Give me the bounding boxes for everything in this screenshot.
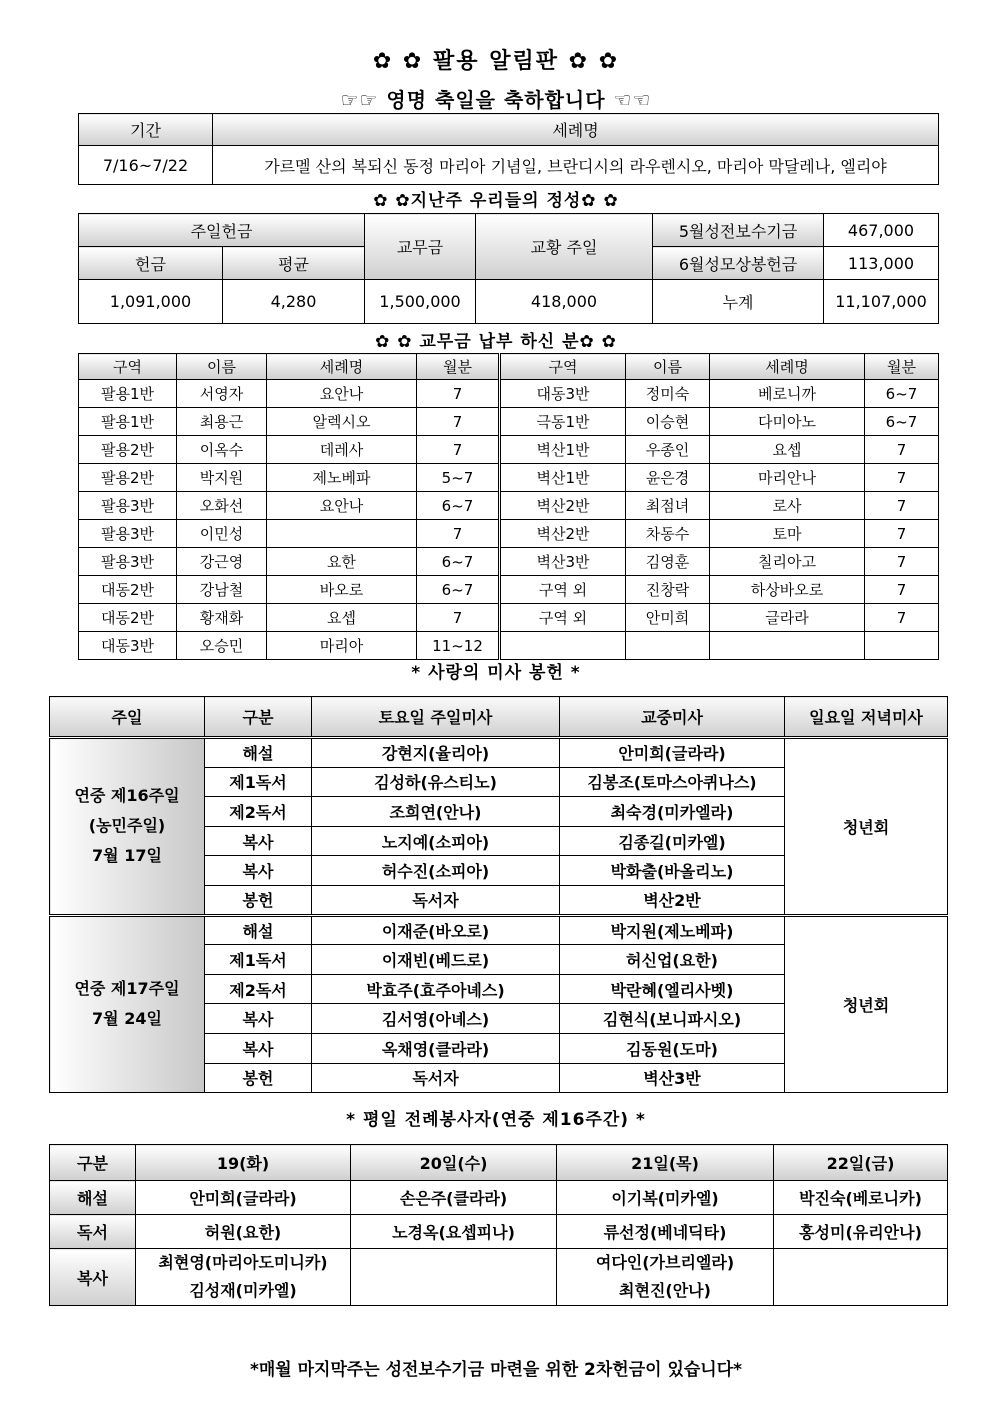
dues-cell: 최용근 [177, 408, 267, 436]
mass-evening-cell: 청년회 [785, 738, 948, 916]
dues-header-cell: 세례명 [710, 354, 865, 380]
dues-cell: 벽산2반 [500, 492, 626, 520]
dues-cell: 팔용1반 [79, 380, 177, 408]
dues-cell: 7 [865, 464, 939, 492]
dues-cell: 황재화 [177, 604, 267, 632]
feast-table [78, 113, 939, 185]
weekday-commentary-fri: 박진숙(베로니카) [774, 1181, 948, 1215]
dues-row [79, 576, 939, 604]
mass-table [49, 696, 948, 1093]
fund-jun-label: 6월성모상봉헌금 [653, 247, 824, 280]
fund-jun-value: 113,000 [824, 247, 939, 280]
dues-header-cell: 월분 [417, 354, 500, 380]
dues-row [79, 604, 939, 632]
dues-cell: 이승현 [626, 408, 710, 436]
mass-name-cell: 노지예(소피아) [312, 826, 560, 856]
mass-sunday-line: 7월 24일 [92, 1009, 162, 1029]
weekday-header-tue: 19(화) [136, 1145, 351, 1181]
mass-name-cell: 독서자 [312, 885, 560, 915]
dues-cell: 극동1반 [500, 408, 626, 436]
dues-cell: 팔용3반 [79, 520, 177, 548]
weekday-heading: * 평일 전례봉사자(연중 제16주간) * [346, 1110, 646, 1130]
mass-name-cell: 김봉조(토마스아퀴나스) [560, 767, 785, 797]
average-header: 평균 [223, 247, 365, 280]
dues-cell: 5~7 [417, 464, 500, 492]
dues-cell: 다미아노 [710, 408, 865, 436]
weekday-commentary-thu: 이기복(미카엘) [557, 1181, 774, 1215]
mass-name-cell: 김성하(유스티노) [312, 767, 560, 797]
mass-name-cell: 이재준(바오로) [312, 915, 560, 945]
feast-subtitle: ☞☞ 영명 축일을 축하합니다 ☜☜ [340, 88, 652, 112]
dues-row [79, 632, 939, 660]
dues-cell: 진창락 [626, 576, 710, 604]
dues-cell: 우종인 [626, 436, 710, 464]
dues-cell: 윤은경 [626, 464, 710, 492]
mass-name-cell: 독서자 [312, 1063, 560, 1093]
weekday-commentary-tue: 안미희(글라라) [136, 1181, 351, 1215]
mass-row [50, 915, 948, 945]
weekday-server-tue [136, 1249, 351, 1306]
dues-cell: 7 [865, 548, 939, 576]
dues-cell: 이옥수 [177, 436, 267, 464]
mass-name-cell: 김서영(아녜스) [312, 1004, 560, 1034]
dues-row [79, 436, 939, 464]
weekday-header-category: 구분 [50, 1145, 136, 1181]
total-label: 누계 [653, 280, 824, 324]
dues-cell [626, 632, 710, 660]
fund-may-label: 5월성전보수기금 [653, 214, 824, 247]
dues-cell: 대동2반 [79, 604, 177, 632]
dues-cell: 벽산1반 [500, 436, 626, 464]
footer-notice: *매월 마지막주는 성전보수기금 마련을 위한 2차헌금이 있습니다* [249, 1360, 743, 1380]
feast-saint-header: 세례명 [213, 114, 939, 146]
weekday-header-wed: 20일(수) [351, 1145, 557, 1181]
dues-row [79, 380, 939, 408]
mass-role-cell: 봉헌 [205, 1063, 312, 1093]
dues-cell: 서영자 [177, 380, 267, 408]
dues-cell: 구역 외 [500, 576, 626, 604]
mass-name-cell: 김종길(미카엘) [560, 826, 785, 856]
weekday-server-label: 복사 [50, 1249, 136, 1306]
mass-role-cell: 제2독서 [205, 974, 312, 1004]
mass-role-cell: 제1독서 [205, 767, 312, 797]
dues-cell: 7 [865, 492, 939, 520]
dues-cell: 11~12 [417, 632, 500, 660]
weekday-commentary-wed: 손은주(클라라) [351, 1181, 557, 1215]
feast-saints: 가르멜 산의 복되신 동정 마리아 기념일, 브란디시의 라우렌시오, 마리아 막달레나, 엘리야 [213, 146, 939, 185]
mass-role-cell: 해설 [205, 738, 312, 768]
dues-cell: 차동수 [626, 520, 710, 548]
dues-cell: 알렉시오 [267, 408, 417, 436]
dues-header-cell: 구역 [500, 354, 626, 380]
mass-name-cell: 김현식(보니파시오) [560, 1004, 785, 1034]
dues-cell: 요안나 [267, 492, 417, 520]
mass-role-cell: 복사 [205, 856, 312, 886]
dues-cell: 안미희 [626, 604, 710, 632]
cash-header: 헌금 [79, 247, 223, 280]
dues-cell [500, 632, 626, 660]
dues-cell: 대동2반 [79, 576, 177, 604]
dues-cell: 7 [865, 576, 939, 604]
dues-cell: 강근영 [177, 548, 267, 576]
mass-name-cell: 허수진(소피아) [312, 856, 560, 886]
mass-sunday-line: (농민주일) [88, 816, 166, 836]
dues-cell: 6~7 [417, 576, 500, 604]
dues-cell: 요안나 [267, 380, 417, 408]
dues-cell: 김영훈 [626, 548, 710, 576]
dues-cell: 구역 외 [500, 604, 626, 632]
dues-cell: 마리아 [267, 632, 417, 660]
dues-heading: ✿ ✿ 교무금 납부 하신 분✿ ✿ [375, 332, 617, 352]
mass-evening-cell: 청년회 [785, 915, 948, 1093]
dues-cell: 요셉 [710, 436, 865, 464]
mass-name-cell: 박화출(바올리노) [560, 856, 785, 886]
dues-cell: 7 [417, 436, 500, 464]
dues-table [78, 353, 939, 660]
dues-cell: 요셉 [267, 604, 417, 632]
dues-cell: 토마 [710, 520, 865, 548]
parish-due-value: 1,500,000 [365, 280, 476, 324]
dues-cell: 대동3반 [79, 632, 177, 660]
weekday-reading-fri: 홍성미(유리안나) [774, 1215, 948, 1249]
dues-cell: 7 [865, 436, 939, 464]
offering-heading: ✿ ✿지난주 우리들의 정성✿ ✿ [373, 191, 619, 211]
dues-cell: 제노베파 [267, 464, 417, 492]
pope-sunday-header: 교황 주일 [476, 214, 653, 280]
mass-header-cell: 구분 [205, 697, 312, 738]
mass-name-cell: 허신업(요한) [560, 945, 785, 975]
dues-header-cell: 월분 [865, 354, 939, 380]
weekday-commentary-label: 해설 [50, 1181, 136, 1215]
dues-cell: 오화선 [177, 492, 267, 520]
mass-name-cell: 박란혜(엘리사벳) [560, 974, 785, 1004]
weekday-server-tue-2: 김성재(미카엘) [189, 1281, 297, 1300]
mass-name-cell: 강현지(율리아) [312, 738, 560, 768]
mass-header-cell: 교중미사 [560, 697, 785, 738]
dues-cell: 칠리아고 [710, 548, 865, 576]
mass-sunday-line: 연중 제17주일 [74, 979, 180, 999]
dues-header-cell: 이름 [177, 354, 267, 380]
weekday-server-thu-2: 최현진(안나) [619, 1281, 711, 1300]
dues-row [79, 464, 939, 492]
feast-period: 7/16~7/22 [79, 146, 213, 185]
mass-role-cell: 제2독서 [205, 797, 312, 827]
mass-sunday-line: 연중 제16주일 [74, 786, 180, 806]
dues-cell: 이민성 [177, 520, 267, 548]
dues-cell: 박지원 [177, 464, 267, 492]
offering-table [78, 213, 939, 324]
dues-cell: 6~7 [417, 492, 500, 520]
mass-name-cell: 김동원(도마) [560, 1033, 785, 1063]
mass-sunday-line: 7월 17일 [92, 846, 162, 866]
dues-cell: 6~7 [417, 548, 500, 576]
dues-cell: 6~7 [865, 408, 939, 436]
dues-cell: 7 [417, 380, 500, 408]
weekday-reading-thu: 류선정(베네딕타) [557, 1215, 774, 1249]
dues-cell: 글라라 [710, 604, 865, 632]
dues-row [79, 408, 939, 436]
mass-name-cell: 옥채영(클라라) [312, 1033, 560, 1063]
mass-header-cell: 일요일 저녁미사 [785, 697, 948, 738]
dues-cell [710, 632, 865, 660]
dues-cell: 강남철 [177, 576, 267, 604]
dues-cell: 7 [865, 520, 939, 548]
dues-cell: 요한 [267, 548, 417, 576]
dues-cell: 최점녀 [626, 492, 710, 520]
dues-row [79, 492, 939, 520]
mass-role-cell: 봉헌 [205, 885, 312, 915]
sunday-offering-header: 주일헌금 [79, 214, 365, 247]
dues-cell: 팔용2반 [79, 464, 177, 492]
mass-role-cell: 제1독서 [205, 945, 312, 975]
mass-name-cell: 안미희(글라라) [560, 738, 785, 768]
dues-cell: 하상바오로 [710, 576, 865, 604]
mass-heading: * 사랑의 미사 봉헌 * [411, 663, 581, 683]
mass-row [50, 738, 948, 768]
mass-header-cell: 주일 [50, 697, 205, 738]
weekday-header-fri: 22일(금) [774, 1145, 948, 1181]
cash-value: 1,091,000 [79, 280, 223, 324]
feast-period-header: 기간 [79, 114, 213, 146]
weekday-reading-wed: 노경옥(요셉피나) [351, 1215, 557, 1249]
dues-cell: 7 [865, 604, 939, 632]
parish-due-header: 교무금 [365, 214, 476, 280]
pope-sunday-value: 418,000 [476, 280, 653, 324]
dues-cell: 6~7 [865, 380, 939, 408]
dues-cell: 7 [417, 408, 500, 436]
dues-cell: 바오로 [267, 576, 417, 604]
mass-name-cell: 조희연(안나) [312, 797, 560, 827]
mass-role-cell: 복사 [205, 1033, 312, 1063]
dues-cell: 벽산3반 [500, 548, 626, 576]
total-value: 11,107,000 [824, 280, 939, 324]
weekday-server-tue-1: 최현영(마리아도미니카) [158, 1253, 328, 1272]
dues-row [79, 520, 939, 548]
mass-name-cell: 최숙경(미카엘라) [560, 797, 785, 827]
dues-cell: 팔용3반 [79, 492, 177, 520]
dues-cell: 마리안나 [710, 464, 865, 492]
fund-may-value: 467,000 [824, 214, 939, 247]
dues-cell: 오승민 [177, 632, 267, 660]
mass-name-cell: 박지원(제노베파) [560, 915, 785, 945]
mass-sunday-cell [50, 915, 205, 1093]
mass-name-cell: 벽산3반 [560, 1063, 785, 1093]
mass-header-cell: 토요일 주일미사 [312, 697, 560, 738]
weekday-server-wed [351, 1249, 557, 1306]
mass-name-cell: 박효주(효주아녜스) [312, 974, 560, 1004]
mass-name-cell: 이재빈(베드로) [312, 945, 560, 975]
dues-cell: 7 [417, 520, 500, 548]
dues-cell: 데레사 [267, 436, 417, 464]
weekday-server-thu [557, 1249, 774, 1306]
dues-cell [267, 520, 417, 548]
dues-header-cell: 이름 [626, 354, 710, 380]
mass-name-cell: 벽산2반 [560, 885, 785, 915]
weekday-server-thu-1: 여다인(가브리엘라) [595, 1253, 735, 1272]
mass-role-cell: 복사 [205, 1004, 312, 1034]
dues-cell: 정미숙 [626, 380, 710, 408]
dues-cell: 7 [417, 604, 500, 632]
dues-row [79, 548, 939, 576]
average-value: 4,280 [223, 280, 365, 324]
weekday-table [49, 1144, 948, 1306]
dues-cell: 대동3반 [500, 380, 626, 408]
weekday-server-fri [774, 1249, 948, 1306]
dues-header-cell: 세례명 [267, 354, 417, 380]
mass-role-cell: 복사 [205, 826, 312, 856]
dues-cell: 팔용1반 [79, 408, 177, 436]
weekday-header-thu: 21일(목) [557, 1145, 774, 1181]
bulletin-title: ✿ ✿ 팔용 알림판 ✿ ✿ [372, 49, 620, 74]
dues-cell: 로사 [710, 492, 865, 520]
dues-cell: 팔용3반 [79, 548, 177, 576]
weekday-reading-tue: 허원(요한) [136, 1215, 351, 1249]
dues-cell: 베로니까 [710, 380, 865, 408]
dues-cell: 벽산1반 [500, 464, 626, 492]
dues-cell [865, 632, 939, 660]
dues-cell: 팔용2반 [79, 436, 177, 464]
dues-cell: 벽산2반 [500, 520, 626, 548]
mass-role-cell: 해설 [205, 915, 312, 945]
dues-header-cell: 구역 [79, 354, 177, 380]
weekday-reading-label: 독서 [50, 1215, 136, 1249]
mass-sunday-cell [50, 738, 205, 916]
